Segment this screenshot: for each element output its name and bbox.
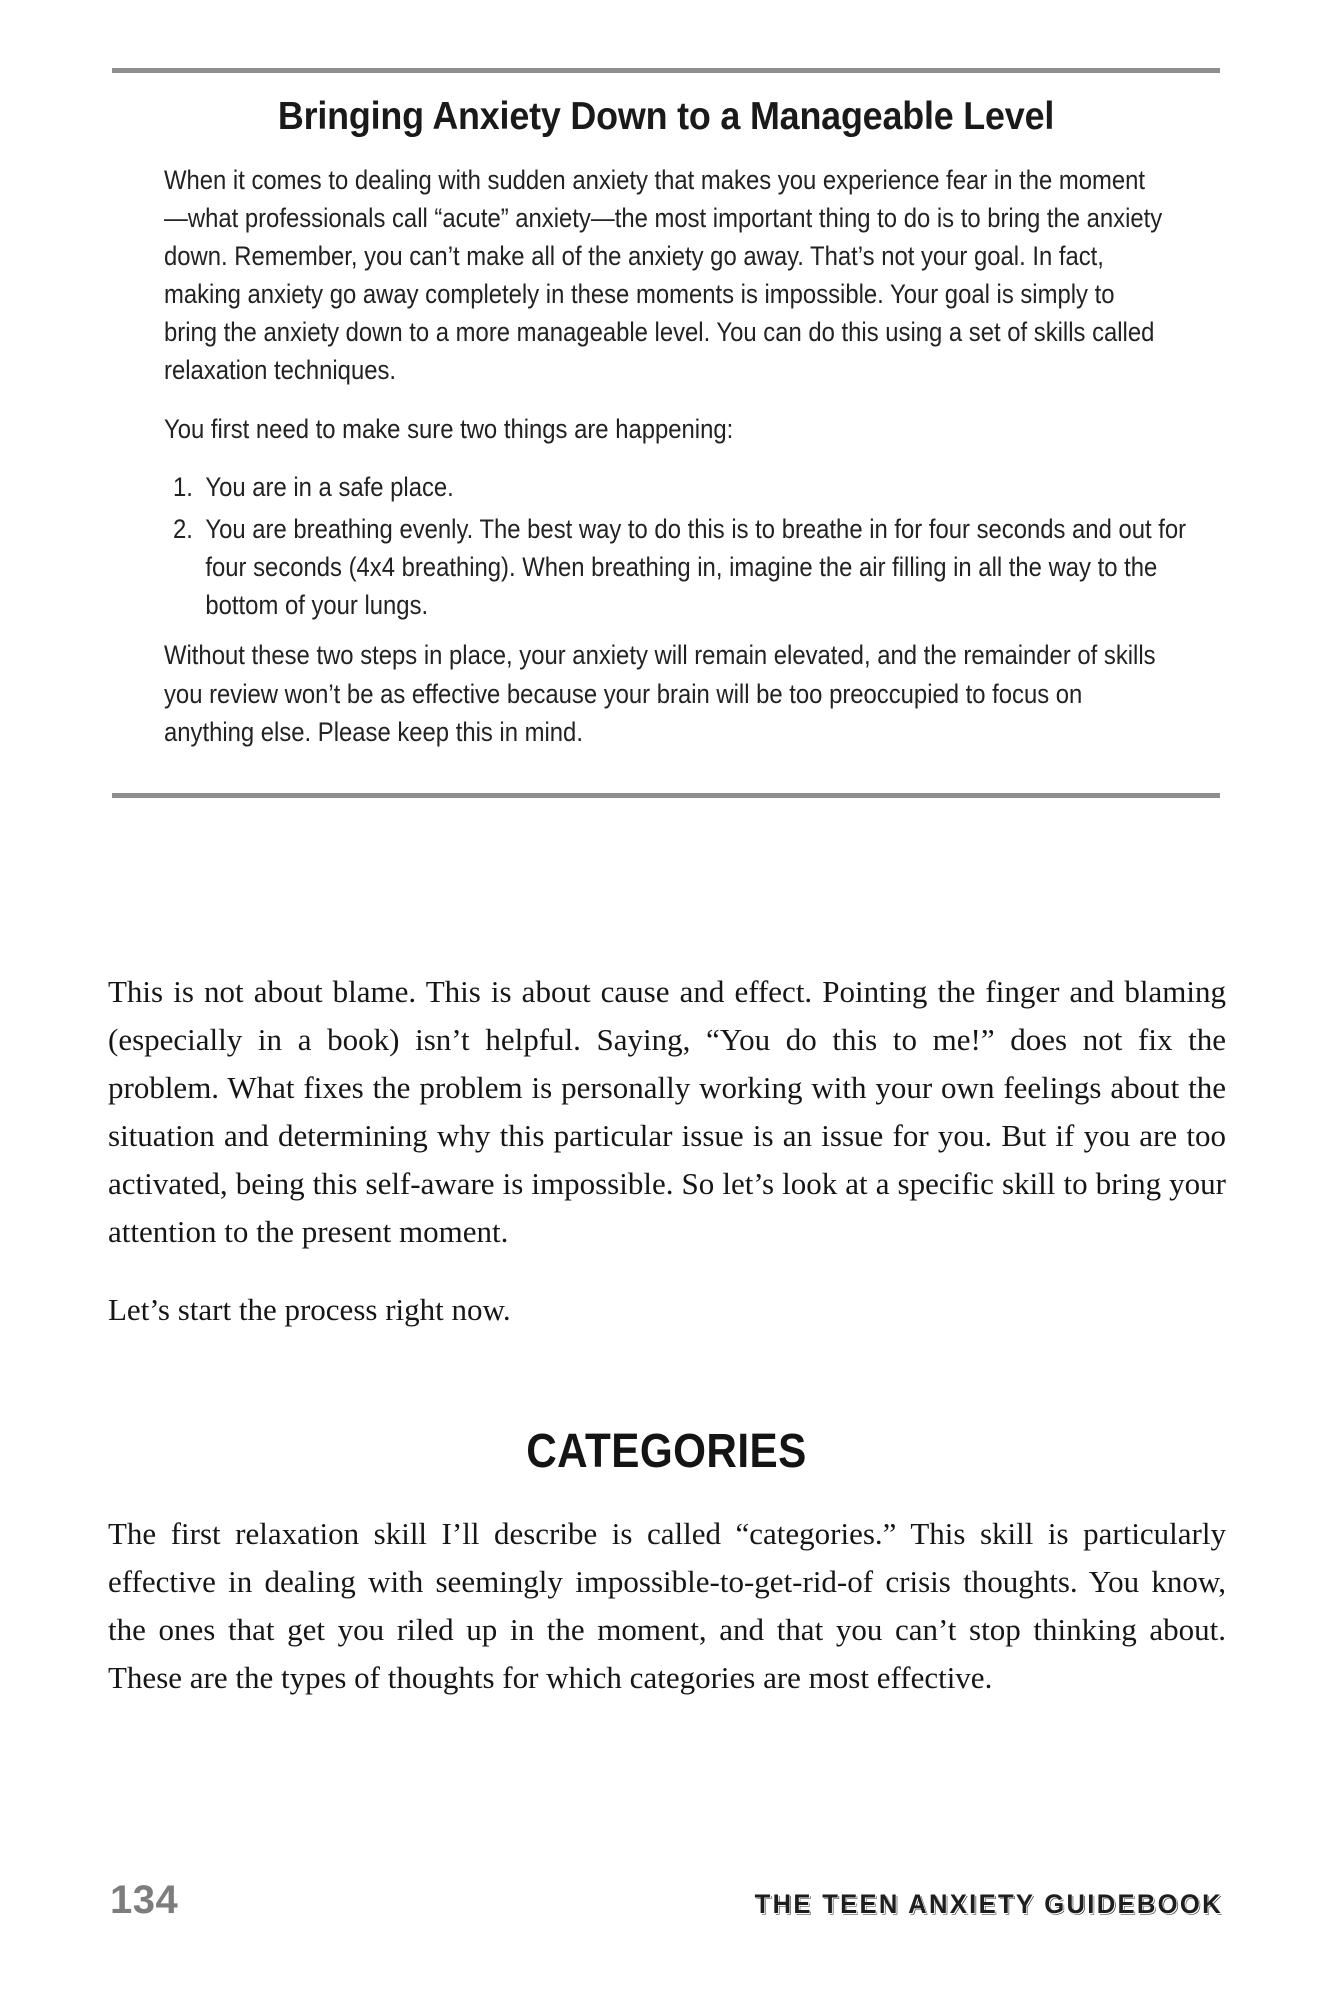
callout-content bbox=[112, 73, 1220, 777]
callout-ordered-list bbox=[164, 468, 1187, 625]
running-head: THE TEEN ANXIETY GUIDEBOOK bbox=[754, 1889, 1223, 1919]
page-footer bbox=[110, 1878, 1223, 1923]
callout-paragraph-2: You first need to make sure two things are happening: bbox=[164, 413, 734, 444]
list-item: You are breathing evenly. The best way to do this is to breathe in for four seconds and out for four seconds (4x4 breathing). When breathing in, imagine the air filling in all the way to the bottom of your lungs. bbox=[205, 513, 1187, 621]
body-paragraph-1: This is not about blame. This is about cause and effect. Pointing the finger and blaming (especially in a book) isn’t helpful. Saying, “You do this to me!” does not fix the problem. What fixes the problem is personally working with your own feelings about the situation and determining why this particular issue is an issue for you. But if you are too activated, being this self-aware is impossible. So let’s look at a specific skill to bring your attention to the present moment. bbox=[108, 974, 1226, 1250]
list-item: You are in a safe place. bbox=[205, 471, 454, 502]
callout-title: Bringing Anxiety Down to a Manageable Level bbox=[277, 95, 1055, 138]
section-heading: CATEGORIES bbox=[526, 1425, 807, 1478]
body-text-block bbox=[108, 968, 1226, 1362]
page-number: 134 bbox=[110, 1878, 179, 1922]
callout-paragraph-3: Without these two steps in place, your anxiety will remain elevated, and the remainder of skills you review won’t be as effective because your brain will be too preoccupied to focus on anything else. Please keep this in mind. bbox=[164, 640, 1156, 747]
callout-box bbox=[112, 68, 1220, 798]
section-text-block bbox=[108, 1510, 1226, 1702]
body-paragraph-2: Let’s start the process right now. bbox=[108, 1292, 511, 1328]
callout-bottom-rule bbox=[112, 793, 1220, 798]
section-paragraph-1: The first relaxation skill I’ll describe is called “categories.” This skill is particularly effective in dealing with seemingly impossible-to-get-rid-of crisis thoughts. You know, the ones that get you riled up in the moment, and that you can’t stop thinking about. These are the types of thoughts for which categories are most effective. bbox=[108, 1516, 1226, 1696]
callout-paragraph-1: When it comes to dealing with sudden anxiety that makes you experience fear in the moment—what professionals call “acute” anxiety—the most important thing to do is to bring the anxiety down. Remember, you can’t make all of the anxiety go away. That’s not your goal. In fact, making anxiety go away completely in these moments is impossible. Your goal is simply to bring the anxiety down to a more manageable level. You can do this using a set of skills called relaxation techniques. bbox=[164, 164, 1163, 386]
